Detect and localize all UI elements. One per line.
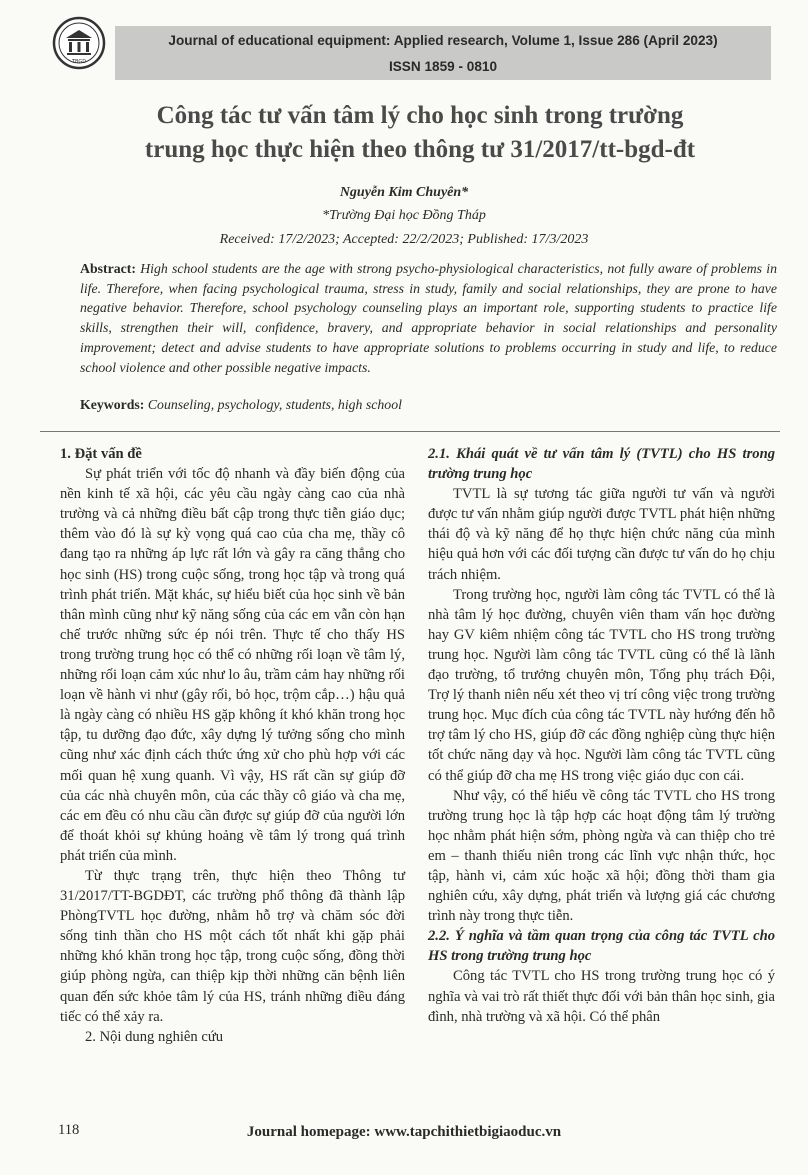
right-paragraph-1: TVTL là sự tương tác giữa người tư vấn và người được tư vấn nhằm giúp người được TVTL phát hiện những thái độ và kỹ năng để họ thực hiện chức năng của mình hiệu quả hơn với các đối tượng cần được tư vấn do họ chịu trách nhiệm. — [428, 486, 775, 583]
journal-logo-icon — [52, 16, 106, 70]
right-paragraph-4: Công tác TVTL cho HS trong trường trung học có ý nghĩa và vai trò rất thiết thực đối với bản thân học sinh, gia đình, nhà trường và xã hội. Có thể phân — [428, 968, 775, 1025]
abstract-label: Abstract: — [80, 261, 136, 276]
title-line-2: trung học thực hiện theo thông tư 31/2017/tt-bgd-đt — [144, 136, 696, 163]
article-title — [60, 99, 780, 167]
left-column — [60, 444, 405, 1047]
keywords — [80, 397, 777, 413]
right-paragraph-2: Trong trường học, người làm công tác TVTL có thể là nhà tâm lý học đường, chuyên viên tham vấn học đường hay GV kiêm nhiệm công tác TVTL cho HS trong trường trung học. Người làm công tác TVTL cũng có thể là lãnh đạo trường, tổ trưởng chuyên môn, Tổng phụ trách Đội, Trợ lý thanh niên nếu xét theo vị trí công việc trong trường trung học. Mục đích của công tác TVTL này hướng đến hỗ trợ tâm lý cho HS, giúp đỡ các đồng nghiệp cùng thực hiện tốt chức năng dạy và học. Người làm công tác TVTL cũng có thể giúp đỡ cha mẹ HS trong việc giáo dục con cái. — [428, 586, 775, 784]
section-heading-1: 1. Đặt vấn đề — [60, 446, 142, 462]
section-heading-2-1: 2.1. Khái quát về tư vấn tâm lý (TVTL) cho HS trong trường trung học — [428, 446, 775, 483]
left-paragraph-2: Từ thực trạng trên, thực hiện theo Thông tư 31/2017/TT-BGDĐT, các trường phổ thông đã thành lập PhòngTVTL học đường, nhằm hỗ trợ và chăm sóc đời sống tinh thần cho HS một cách tốt nhất khi gặp phải những khó khăn trong học tập, trong cuộc sống, đồng thời giúp phòng ngừa, can thiệp kịp thời những căn bệnh liên quan đến sức khỏe tâm lý của HS, tránh những điều đáng tiếc có thể xảy ra. — [60, 867, 405, 1025]
left-paragraph-1: Sự phát triển với tốc độ nhanh và đầy biến động của nền kinh tế xã hội, các yêu cầu ngày càng cao của nhà trường và cả những điều bất cập trong thực tiễn giáo dục; thêm vào đó là sự kỳ vọng quá cao của cha mẹ, thầy cô đang tạo ra những áp lực rất lớn và gây ra căng thẳng cho học sinh (HS) trong cuộc sống, trong học tập và trong quá trình phát triển. Mặt khác, sự hiểu biết của học sinh về bản thân mình cũng như kỹ năng sống của các em vẫn còn hạn chế trước những sức ép nói trên. Thực tế cho thấy HS trong trường trung học có thể có những rối loạn về tâm lý, những rối loạn cảm xúc như lo âu, trầm cảm hay những rối loạn về hành vi như (gây rối, bỏ học, trộm cắp…) hậu quả là ngày càng có nhiều HS gặp không ít khó khăn trong học tập, tu dưỡng đạo đức, xây dựng lý tưởng sống cho mình cũng như xác định cách thức ứng xử cho phù hợp với các mối quan hệ xung quanh. Vì vậy, HS rất cần sự giúp đỡ của các nhà chuyên môn, của các thầy cô giáo và cha mẹ, các em đều có nhu cầu cần được sự giúp đỡ của người lớn để thoát khỏi sự khủng hoảng về tâm lý trong quá trình phát triển của mình. — [60, 466, 405, 864]
right-column — [428, 444, 775, 1027]
author: Nguyễn Kim Chuyên* — [339, 185, 469, 200]
left-paragraph-3: 2. Nội dung nghiên cứu — [85, 1028, 224, 1045]
title-line-1: Công tác tư vấn tâm lý cho học sinh trong trường — [156, 102, 684, 129]
keywords-label: Keywords: — [80, 397, 145, 412]
issn: ISSN 1859 - 0810 — [388, 59, 498, 74]
svg-text:TBGD: TBGD — [71, 59, 87, 65]
abstract — [80, 259, 777, 377]
affiliation: *Trường Đại học Đồng Tháp — [322, 208, 486, 223]
keywords-text: Counseling, psychology, students, high school — [147, 397, 402, 412]
journal-citation: Journal of educational equipment: Applied research, Volume 1, Issue 286 (April 2023) — [168, 33, 718, 48]
right-paragraph-3: Như vậy, có thể hiểu về công tác TVTL cho HS trong trường trung học là tập hợp các hoạt động tâm lý trường học nhằm phát hiện sớm, phòng ngừa và can thiệp cho trẻ em – thanh thiếu niên trong các lĩnh vực nhận thức, học tập, hành vi, cảm xúc hoặc xã hội; đồng thời tham gia nghiên cứu, xây dựng, phát triển và lượng giá các chương trình này trong thực tiễn. — [428, 787, 775, 925]
publication-dates: Received: 17/2/2023; Accepted: 22/2/2023; Published: 17/3/2023 — [219, 232, 589, 247]
page-number: 118 — [58, 1122, 80, 1138]
section-heading-2-2: 2.2. Ý nghĩa và tầm quan trọng của công tác TVTL cho HS trong trường trung học — [428, 928, 775, 965]
section-divider — [40, 431, 780, 432]
homepage-link[interactable]: www.tapchithietbigiaoduc.vn — [374, 1124, 562, 1140]
abstract-text: High school students are the age with strong psycho-physiological characteristics, not fully aware of problems in life. Therefore, when facing psychological trauma, stress in study, family and social relationships, they are prone to have negative behavior. Therefore, school psychology counseling plays an important role, supporting students to practice life skills, strengthen their will, confidence, bravery, and appropriate behavior in social relationships and personality improvement; detect and advise students to have appropriate solutions to problems occurring in study and life, to reduce school violence and other possible negative impacts. — [80, 261, 777, 375]
journal-homepage — [0, 1124, 808, 1141]
homepage-label: Journal homepage: — [246, 1124, 371, 1140]
